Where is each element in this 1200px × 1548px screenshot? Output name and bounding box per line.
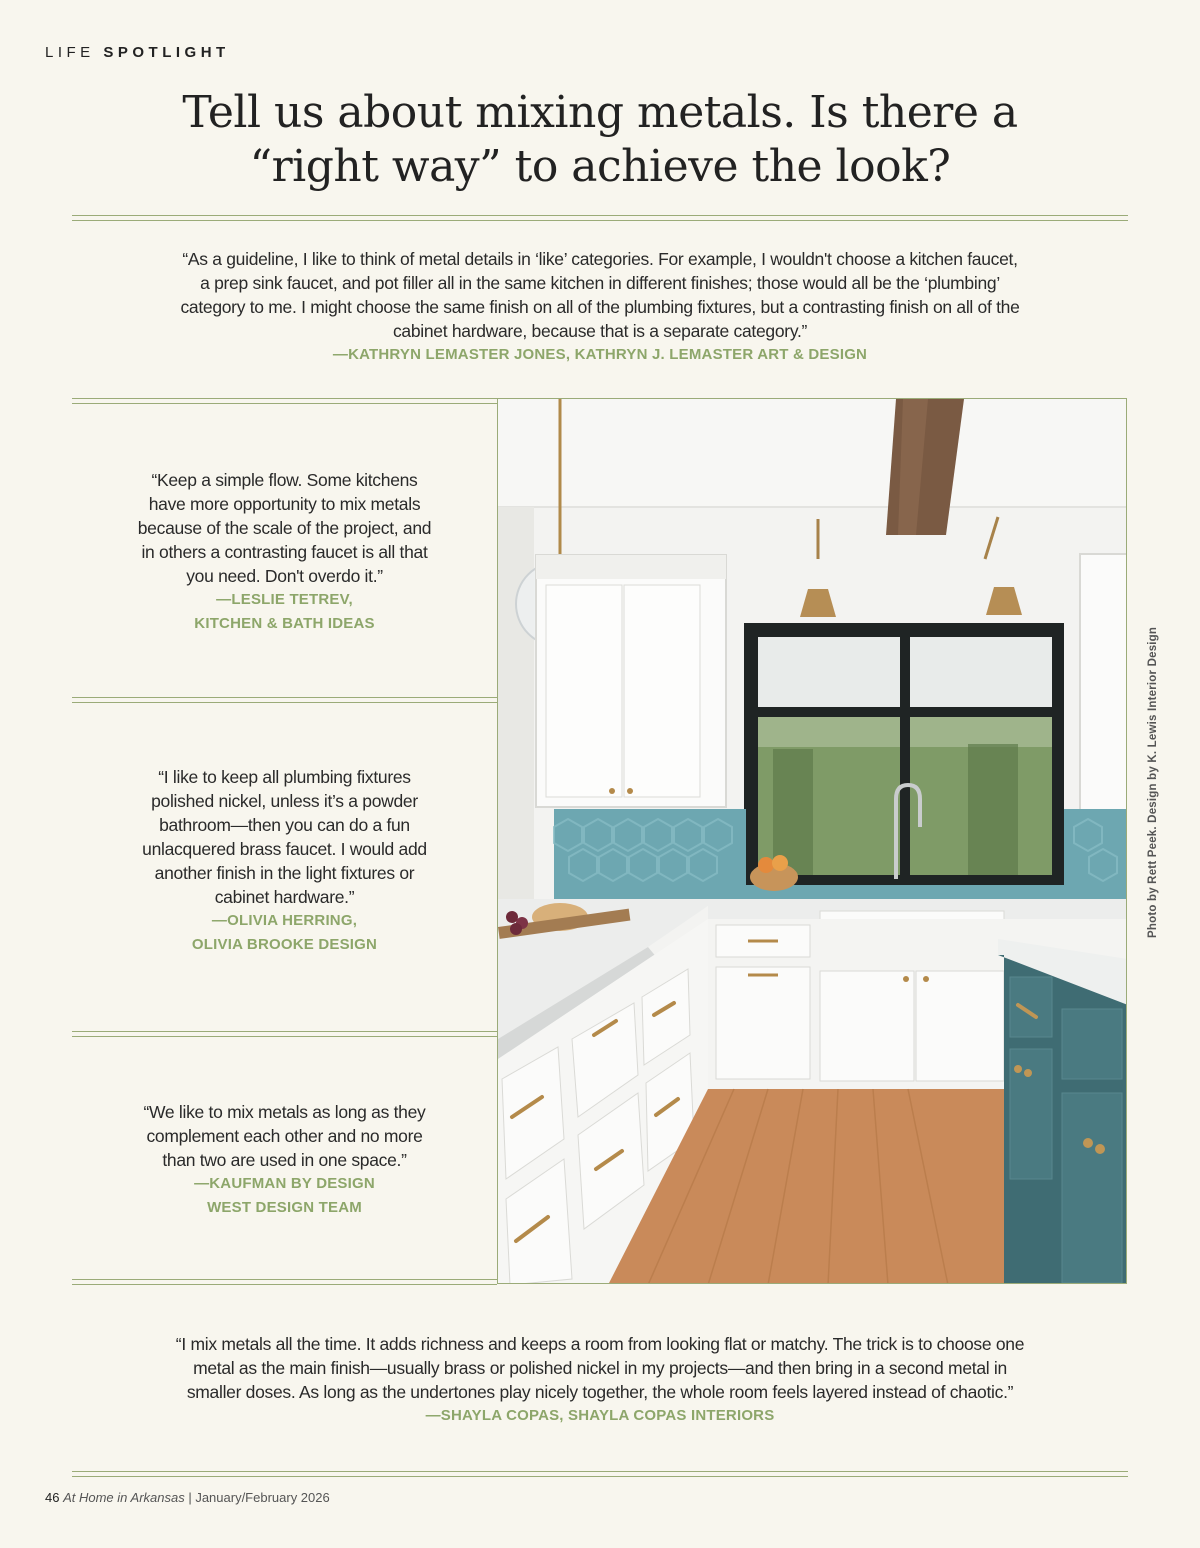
quote-side-2 [72,765,497,957]
quote-line: complement each other and no more [146,1126,423,1146]
divider-rule [72,398,497,404]
quote-line: “Keep a simple flow. Some kitchens [151,470,418,490]
quote-line: polished nickel, unless it’s a powder [151,791,418,811]
quote-side-3 [72,1100,497,1220]
quote-line: than two are used in one space.” [162,1150,407,1170]
divider-rule [72,697,497,703]
quote-line: “I like to keep all plumbing fixtures [158,767,411,787]
quote-line: metal as the main finish—usually brass or polished nickel in my projects—and then bring in a second metal in [193,1358,1007,1378]
photo-credit: Photo by Rett Peek. Design by K. Lewis Interior Design [1147,626,1159,938]
quote-attribution: WEST DESIGN TEAM [207,1199,362,1216]
quote-line: a prep sink faucet, and pot filler all in the same kitchen in different finishes; those would all be the ‘plumbing’ [200,273,1000,293]
quote-line: because of the scale of the project, and [137,518,432,538]
divider-rule [72,215,1128,221]
section-label [45,44,230,61]
quote-line: “I mix metals all the time. It adds richness and keeps a room from looking flat or matchy. The trick is to choose one [175,1334,1025,1354]
quote-attribution: KITCHEN & BATH IDEAS [194,615,375,632]
quote-attribution: —KAUFMAN BY DESIGN [194,1175,375,1192]
quote-line: unlacquered brass faucet. I would add [142,839,427,859]
headline-line-1: Tell us about mixing metals. Is there a [182,87,1018,138]
quote-top [72,247,1128,367]
page-number: 46 [45,1490,60,1505]
quote-line: you need. Don't overdo it.” [186,566,383,586]
quote-line: have more opportunity to mix metals [148,494,421,514]
issue-date: | January/February 2026 [184,1490,330,1505]
publication-name: At Home in Arkansas [63,1490,185,1505]
quote-line: another finish in the light fixtures or [154,863,415,883]
quote-attribution: —SHAYLA COPAS, SHAYLA COPAS INTERIORS [425,1407,775,1424]
photo-divider [497,398,498,1284]
headline [100,86,1100,194]
quote-line: cabinet hardware.” [214,887,355,907]
divider-rule [72,1279,497,1285]
quote-line: category to me. I might choose the same finish on all of the plumbing fixtures, but a contrasting finish on all of the [180,297,1020,317]
quote-line: smaller doses. As long as the undertones play nicely together, the whole room feels layered instead of chaotic.” [186,1382,1014,1402]
quote-attribution: —KATHRYN LEMASTER JONES, KATHRYN J. LEMASTER ART & DESIGN [332,346,868,363]
divider-rule [72,1031,497,1037]
quote-line: bathroom—then you can do a fun [159,815,410,835]
kitchen-photo [497,398,1127,1284]
quote-line: “As a guideline, I like to think of metal details in ‘like’ categories. For example, I wouldn't choose a kitchen faucet, [182,249,1018,269]
quote-attribution: —LESLIE TETREV, [216,591,353,608]
headline-line-2: “right way” to achieve the look? [249,141,951,192]
quote-side-1 [72,468,497,636]
quote-line: cabinet hardware, because that is a separate category.” [392,321,808,341]
divider-rule [72,1471,1128,1477]
kitchen-illustration [498,399,1127,1284]
page-footer [45,1490,330,1505]
quote-attribution: —OLIVIA HERRING, [211,912,358,929]
quote-attribution: OLIVIA BROOKE DESIGN [191,936,378,953]
section-label-bold: SPOTLIGHT [103,44,230,61]
quote-line: in others a contrasting faucet is all that [141,542,428,562]
quote-bottom [72,1332,1128,1428]
quote-line: “We like to mix metals as long as they [143,1102,426,1122]
section-label-light: LIFE [45,44,95,61]
